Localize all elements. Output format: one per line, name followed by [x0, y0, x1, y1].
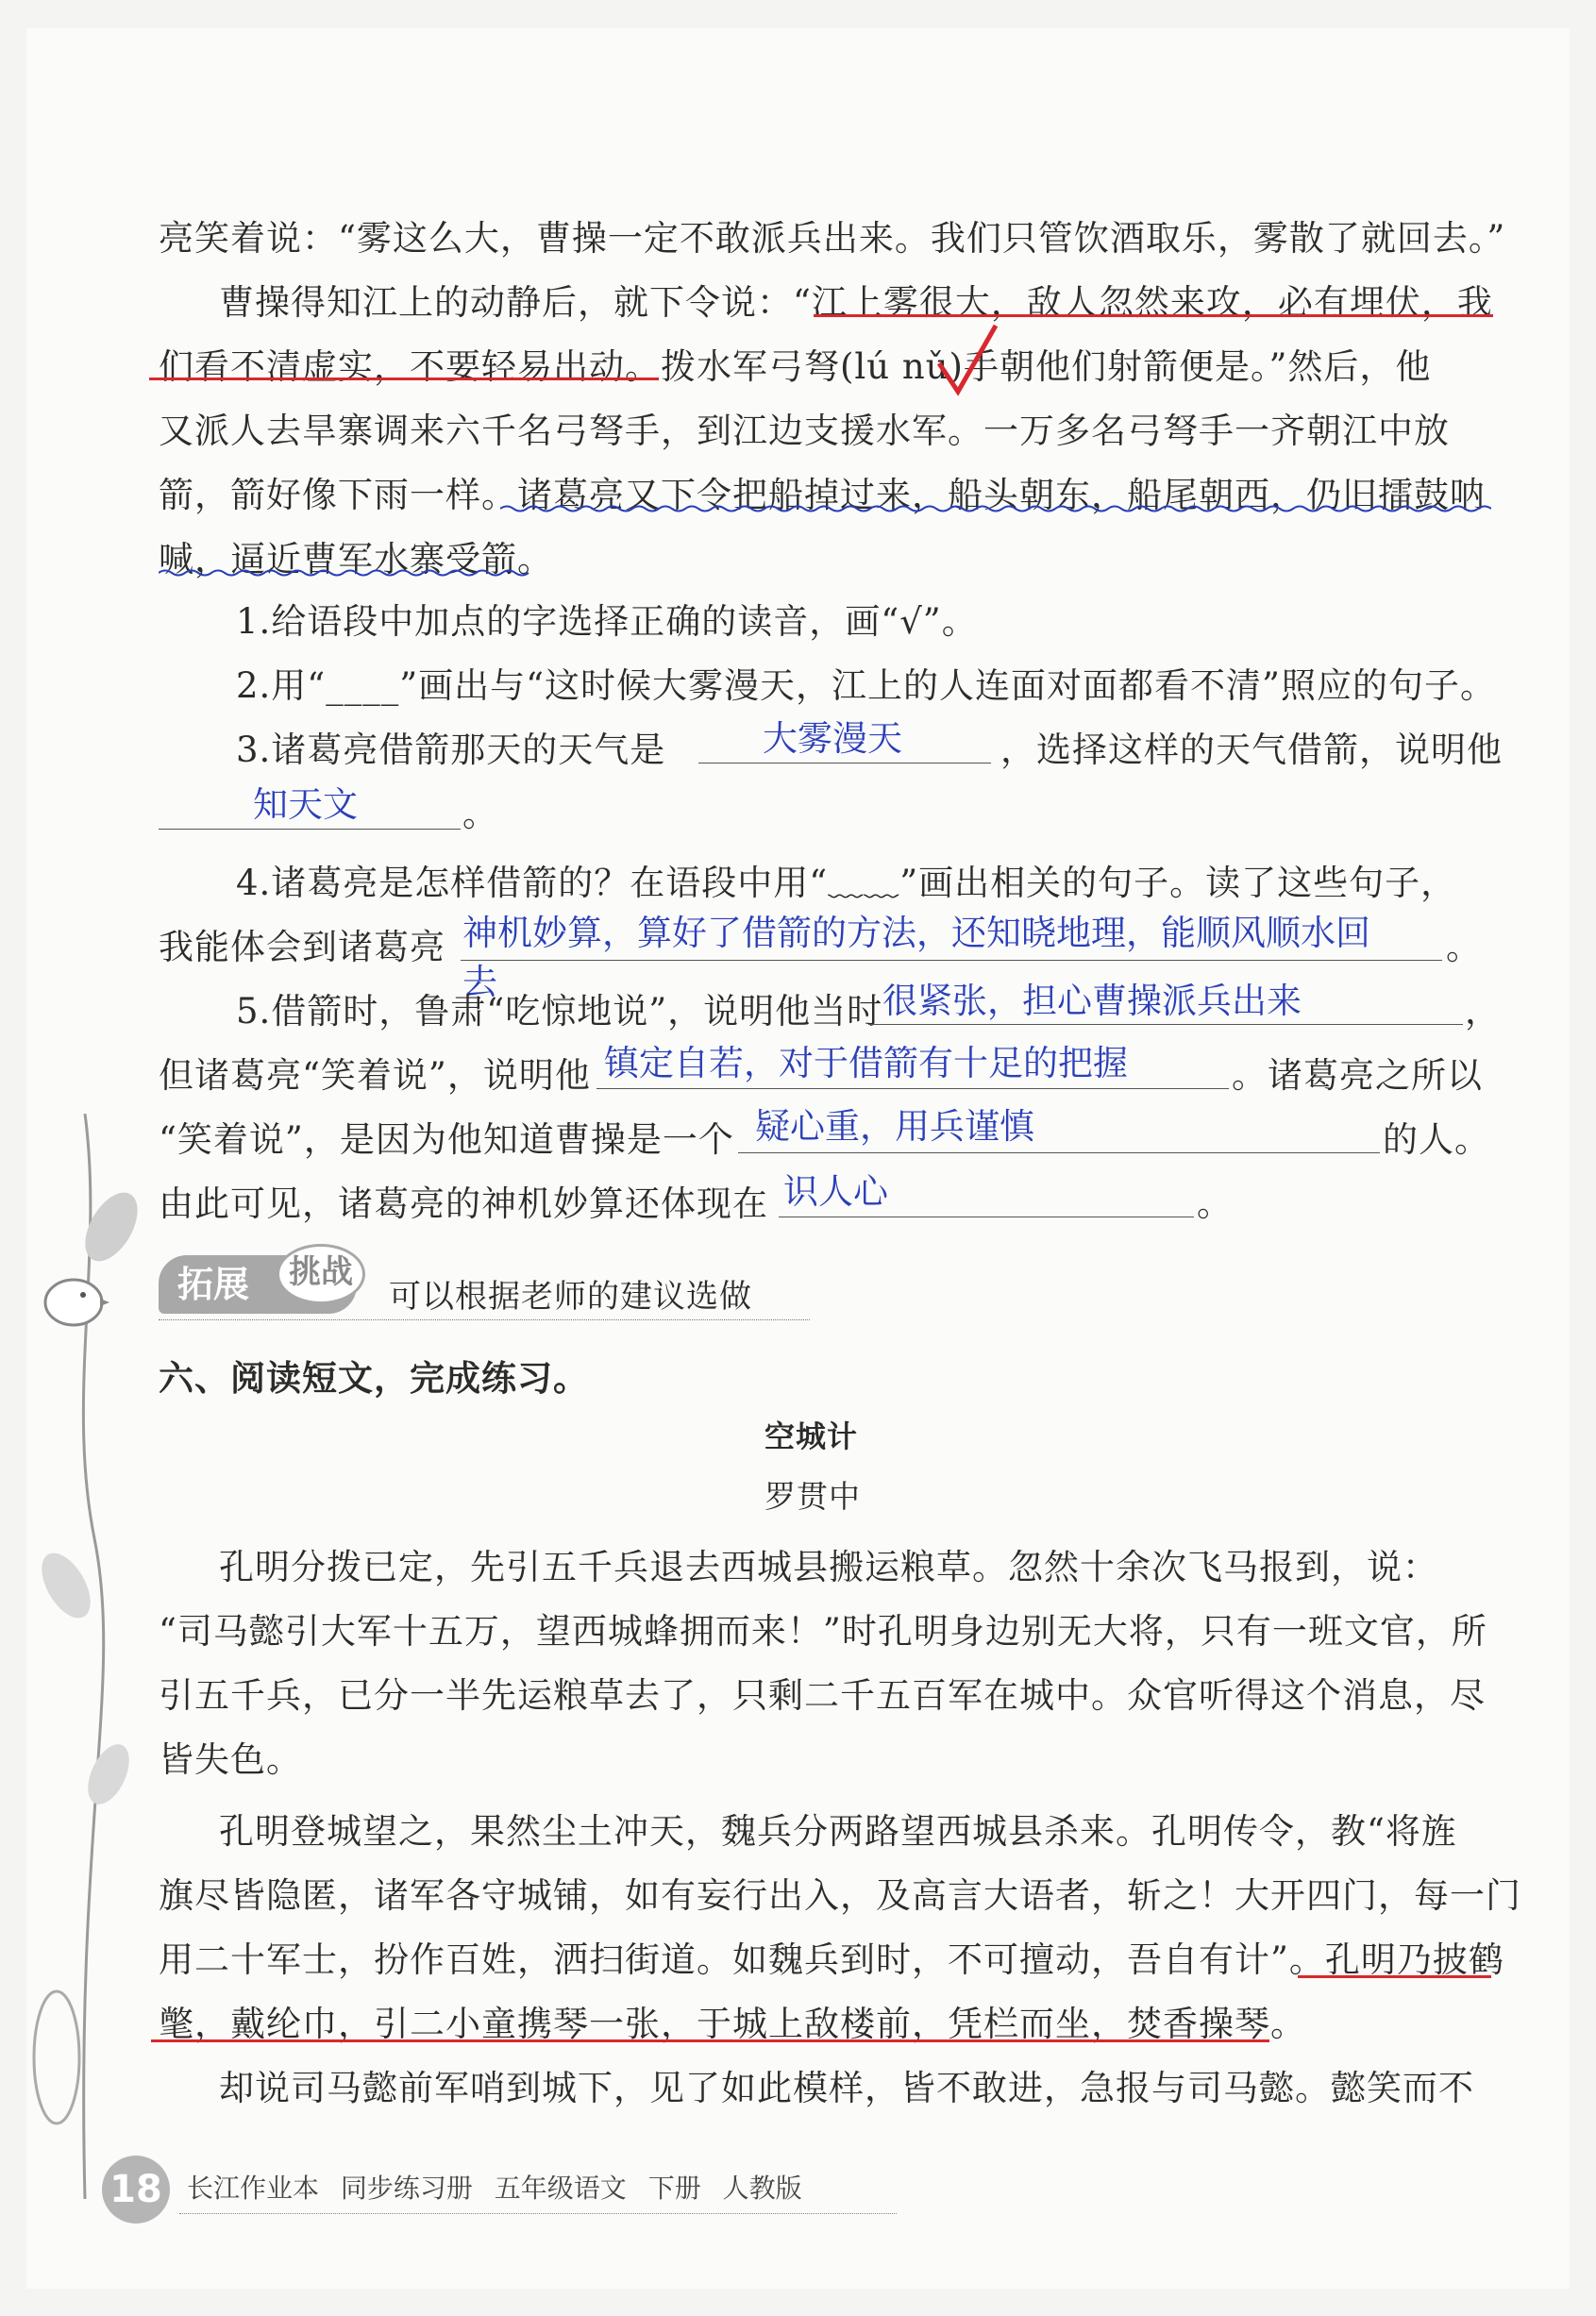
passage1-line6: 喊，逼近曹军水寨受箭。: [159, 539, 553, 579]
answer-blank[interactable]: [596, 1088, 1229, 1089]
passage2-line3: 引五千兵，已分一半先运粮草去了，只剩二千五百军在城中。众官听得这个消息，尽: [159, 1675, 1486, 1716]
passage2-line8: 氅，戴纶巾，引二小童携琴一张，于城上敌楼前，凭栏而坐，焚香操琴。: [159, 2004, 1306, 2044]
passage2-line7: 用二十军士，扮作百姓，洒扫街道。如魏兵到时，不可擅动，吾自有计”。孔明乃披鹤: [159, 1939, 1504, 1980]
question-1: 1.给语段中加点的字选择正确的读音，画“√”。: [236, 601, 978, 642]
answer-blank[interactable]: [868, 1024, 1463, 1025]
answer-5c: 疑心重，用兵谨慎: [755, 1106, 1034, 1147]
footer-series: 长江作业本 同步练习册 五年级语文 下册 人教版: [187, 2173, 802, 2204]
question-4-end: 。: [1446, 927, 1482, 967]
checkmark-icon: [934, 321, 1000, 396]
question-5-line3: “笑着说”，是因为他知道曹操是一个: [159, 1119, 734, 1160]
wavy-underline: [500, 504, 1491, 513]
red-underline: [1298, 1975, 1491, 1978]
red-underline: [151, 2039, 1269, 2042]
question-4: 4.诸葛亮是怎样借箭的？在语段中用“﹏﹏”画出相关的句子。读了这些句子，: [236, 863, 1457, 903]
question-5-line3-end: 的人。: [1383, 1119, 1490, 1160]
question-3: 3.诸葛亮借箭那天的天气是: [236, 730, 666, 770]
answer-3a: 大雾漫天: [763, 718, 902, 759]
passage2-line1: 孔明分拨已定，先引五千兵退去西城县搬运粮草。忽然十余次飞马报到，说：: [219, 1547, 1438, 1587]
question-3-end: 。: [462, 794, 498, 834]
answer-blank[interactable]: [698, 763, 991, 764]
answer-blank[interactable]: [738, 1152, 1380, 1153]
footer-rule: [179, 2213, 897, 2214]
question-5-line4-end: 。: [1197, 1183, 1233, 1224]
question-5-comma: ，: [1465, 991, 1501, 1032]
passage2-line9: 却说司马懿前军哨到城下，见了如此模样，皆不敢进，急报与司马懿。懿笑而不: [219, 2068, 1474, 2108]
question-5-line2-end: 。诸葛亮之所以: [1232, 1055, 1483, 1096]
passage2-line4: 皆失色。: [159, 1739, 302, 1780]
bird-icon: [36, 1265, 111, 1331]
passage1-line5: 箭，箭好像下雨一样。诸葛亮又下令把船掉过来，船头朝东，船尾朝西，仍旧擂鼓呐: [159, 475, 1486, 515]
section-note: 可以根据老师的建议选做: [389, 1278, 752, 1316]
passage1-line1: 亮笑着说：“雾这么大，曹操一定不敢派兵出来。我们只管饮酒取乐，雾散了就回去。”: [159, 218, 1506, 259]
passage1-line3: 们看不清虚实，不要轻易出动。拨水军弓弩(lú nǔ)手朝他们射箭便是。”然后，他: [159, 346, 1432, 387]
page-number: 18: [102, 2156, 170, 2224]
passage2-line2: “司马懿引大军十五万，望西城蜂拥而来！”时孔明身边别无大将，只有一班文官，所: [159, 1611, 1487, 1652]
red-underline: [814, 314, 1493, 317]
wavy-underline: [159, 568, 536, 578]
question-4-cont: 我能体会到诸葛亮: [159, 927, 445, 967]
answer-4: 神机妙算，算好了借箭的方法，还知晓地理，能顺风顺水回: [462, 913, 1370, 953]
answer-blank[interactable]: [159, 829, 461, 830]
passage1-line4: 又派人去旱寨调来六千名弓弩手，到江边支援水军。一万多名弓弩手一齐朝江中放: [159, 411, 1450, 451]
task-heading: 六、阅读短文，完成练习。: [159, 1358, 589, 1399]
answer-blank[interactable]: [461, 960, 1442, 961]
story-author: 罗贯中: [764, 1478, 861, 1515]
passage2-line5: 孔明登城望之，果然尘土冲天，魏兵分两路望西城县杀来。孔明传令，教“将旌: [219, 1811, 1457, 1852]
answer-5d: 识人心: [783, 1171, 888, 1212]
question-5-line2: 但诸葛亮“笑着说”，说明他: [159, 1055, 591, 1096]
section-tag: 拓展: [159, 1255, 357, 1314]
story-title: 空城计: [764, 1418, 859, 1454]
question-5-line4: 由此可见，诸葛亮的神机妙算还体现在: [159, 1183, 768, 1224]
question-3-cont: ，选择这样的天气借箭，说明他: [1000, 730, 1503, 770]
red-underline: [149, 378, 659, 380]
question-2: 2.用“____”画出与“这时候大雾漫天，江上的人连面对面都看不清”照应的句子。: [236, 665, 1496, 706]
question-5: 5.借箭时，鲁肃“吃惊地说”，说明他当时: [236, 991, 883, 1032]
passage2-line6: 旗尽皆隐匿，诸军各守城铺，如有妄行出入，及高言大语者，斩之！大开四门，每一门: [159, 1875, 1521, 1916]
answer-5b: 镇定自若，对于借箭有十足的把握: [604, 1043, 1128, 1083]
answer-4-overflow: 去: [462, 962, 497, 1002]
section-tag-badge: 挑战: [277, 1244, 365, 1304]
section-rule: [159, 1319, 810, 1320]
passage1-line2: 曹操得知江上的动静后，就下令说：“江上雾很大，敌人忽然来攻，必有埋伏，我: [219, 282, 1493, 323]
answer-3b: 知天文: [253, 784, 358, 825]
answer-5a: 很紧张，担心曹操派兵出来: [882, 981, 1302, 1021]
